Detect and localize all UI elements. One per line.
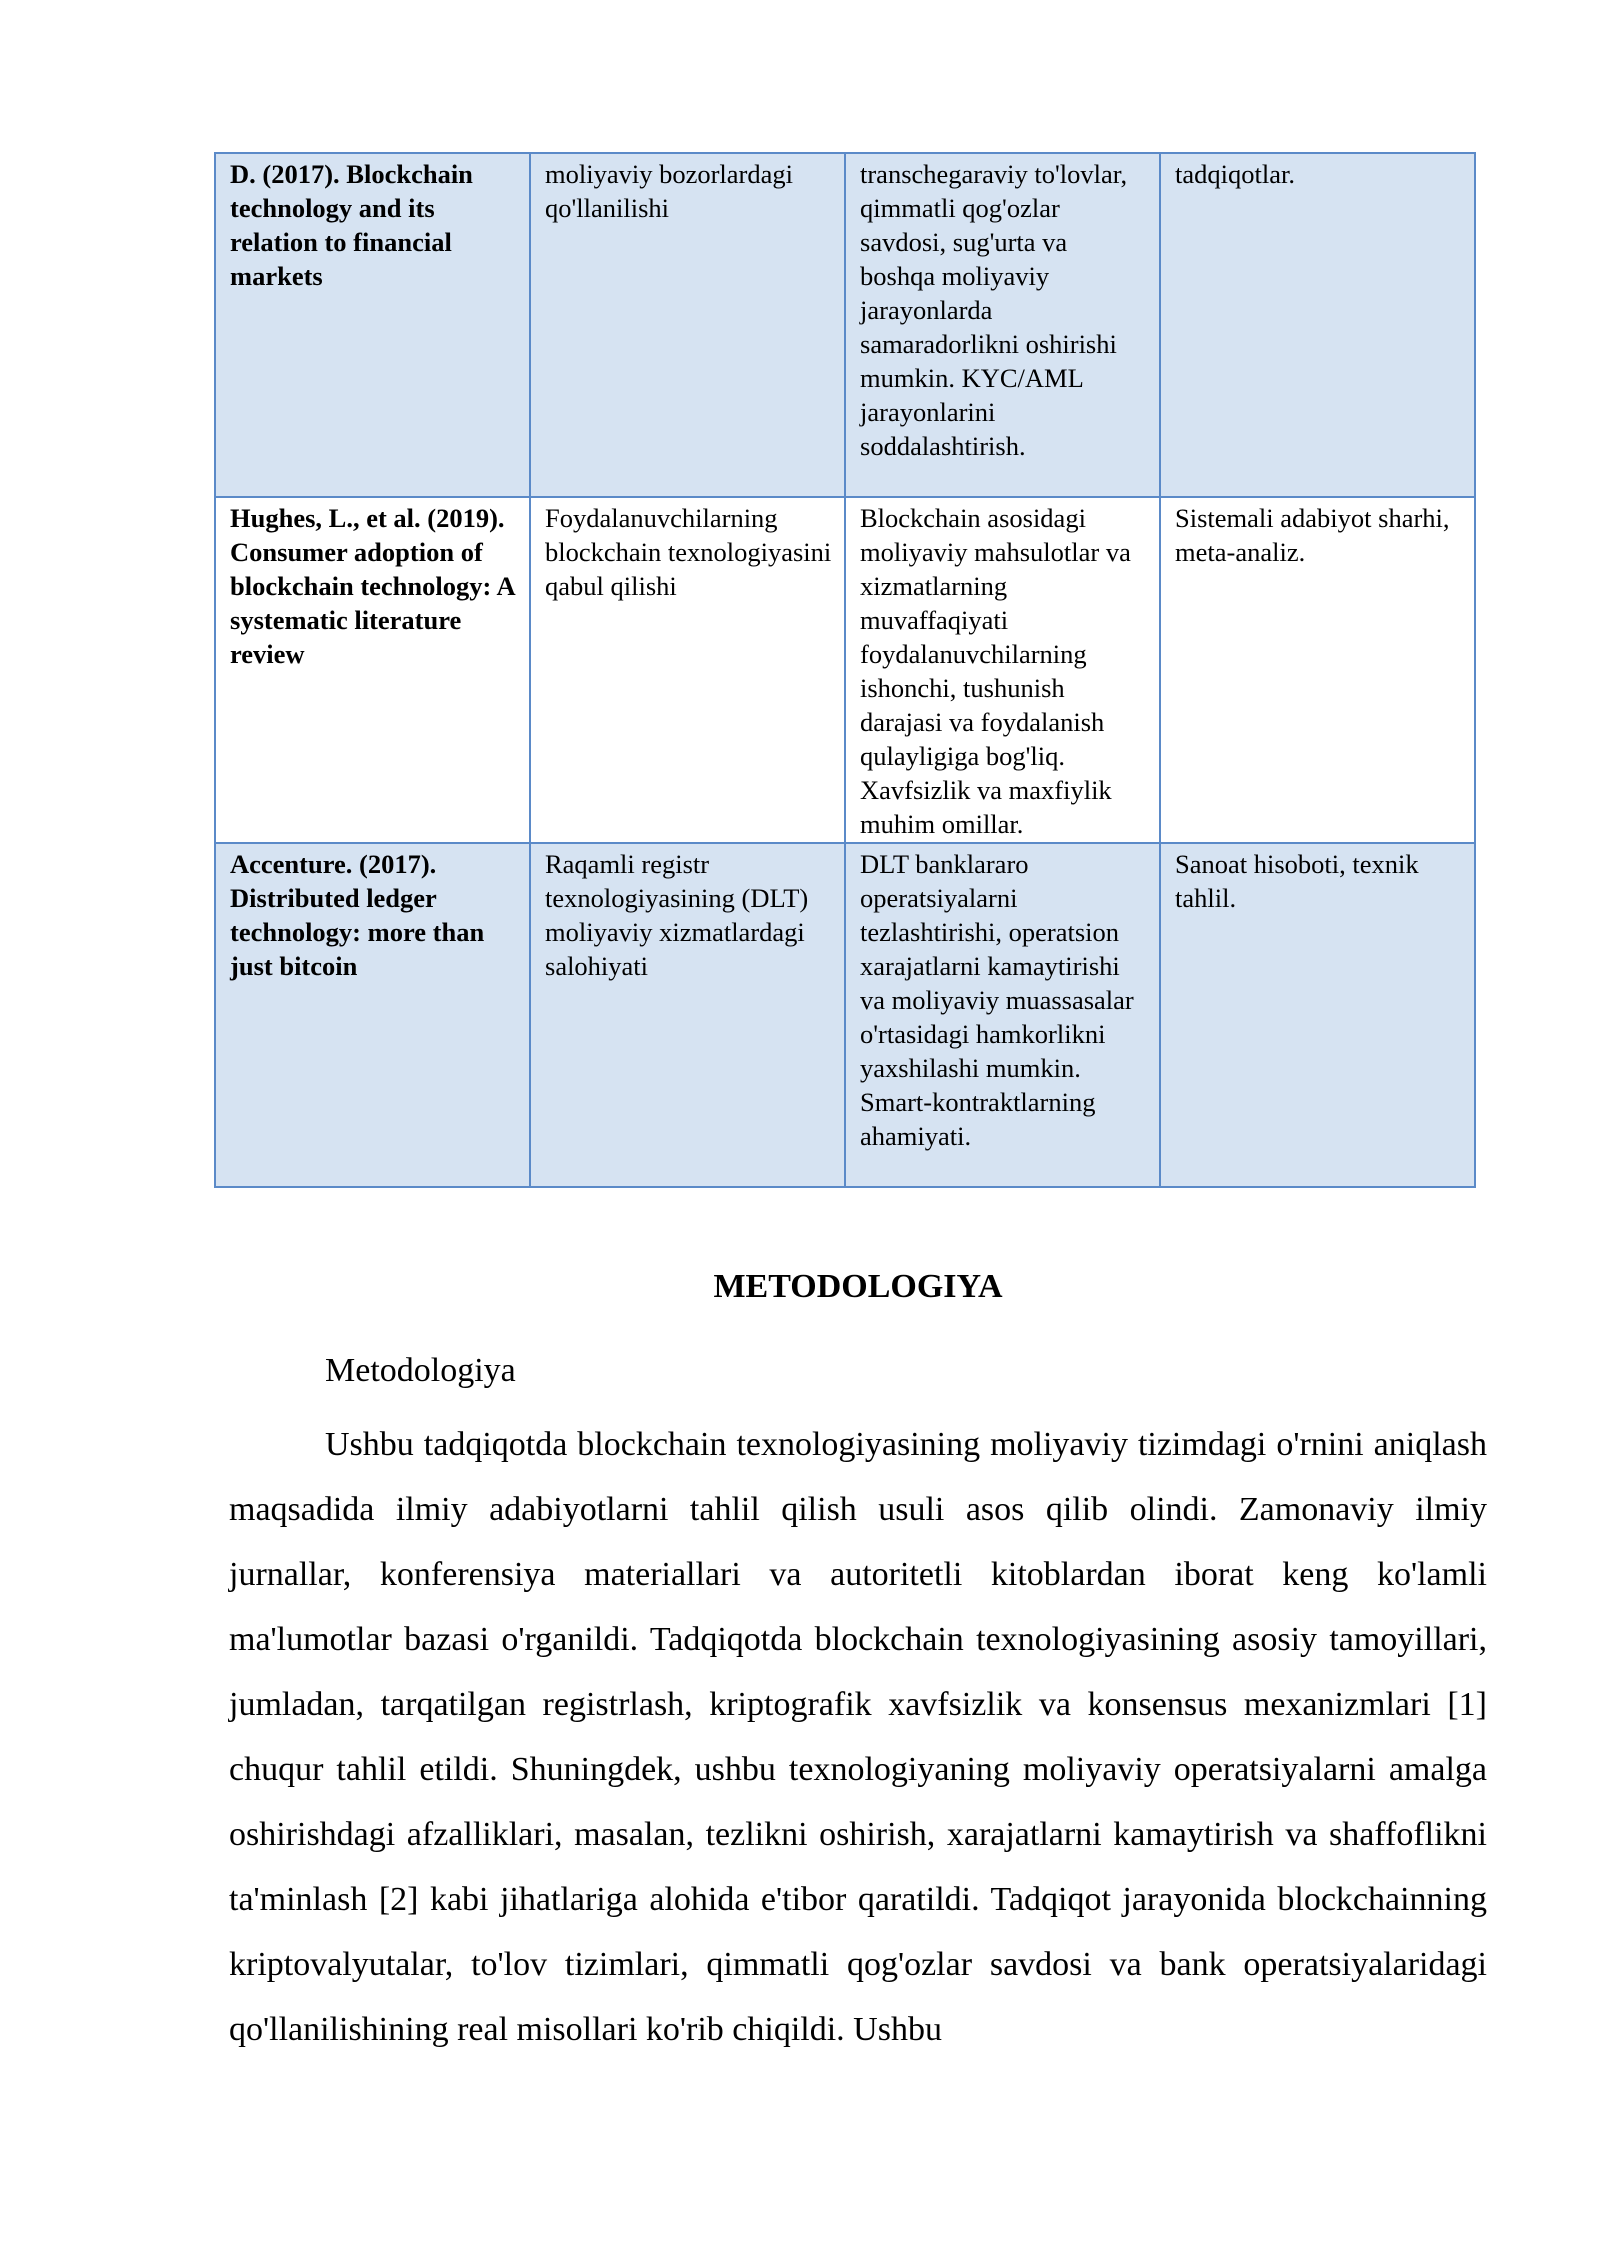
literature-table <box>214 152 1476 1188</box>
section-subheading: Metodologiya <box>325 1352 516 1389</box>
table-row <box>215 843 1475 1187</box>
method-cell: Sistemali adabiyot sharhi, meta-analiz. <box>1160 497 1475 843</box>
author-cell: D. (2017). Blockchain technology and its relation to financial markets <box>215 153 530 497</box>
findings-cell: DLT banklararo operatsiyalarni tezlashtirishi, operatsion xarajatlarni kamaytirishi va moliyaviy muassasalar o'rtasidagi hamkorlikni yaxshilashi mumkin. Smart-kontraktlarning ahamiyati. <box>845 843 1160 1187</box>
method-cell: tadqiqotlar. <box>1160 153 1475 497</box>
topic-cell: Raqamli registr texnologiyasining (DLT) moliyaviy xizmatlardagi salohiyati <box>530 843 845 1187</box>
topic-cell: Foydalanuvchilarning blockchain texnologiyasini qabul qilishi <box>530 497 845 843</box>
topic-cell: moliyaviy bozorlardagi qo'llanilishi <box>530 153 845 497</box>
body-paragraph: Ushbu tadqiqotda blockchain texnologiyasining moliyaviy tizimdagi o'rnini aniqlash maqsadida ilmiy adabiyotlarni tahlil qilish usuli asos qilib olindi. Zamonaviy ilmiy jurnallar, konferensiya materiallari va autoritetli kitoblardan iborat keng ko'lamli ma'lumotlar bazasi o'rganildi. Tadqiqotda blockchain texnologiyasining asosiy tamoyillari, jumladan, tarqatilgan registrlash, kriptografik xavfsizlik va konsensus mexanizmlari [1] chuqur tahlil etildi. Shuningdek, ushbu texnologiyaning moliyaviy operatsiyalarni amalga oshirishdagi afzalliklari, masalan, tezlikni oshirish, xarajatlarni kamaytirish va shaffoflikni ta'minlash [2] kabi jihatlariga alohida e'tibor qaratildi. Tadqiqot jarayonida blockchainning kriptovalyutalar, to'lov tizimlari, qimmatli qog'ozlar savdosi va bank operatsiyalaridagi qo'llanilishining real misollari ko'rib chiqildi. Ushbu <box>229 1426 1487 2048</box>
section-heading: METODOLOGIYA <box>713 1268 1003 1305</box>
findings-cell: Blockchain asosidagi moliyaviy mahsulotlar va xizmatlarning muvaffaqiyati foydalanuvchilarning ishonchi, tushunish darajasi va foydalanish qulayligiga bog'liq. Xavfsizlik va maxfiylik muhim omillar. <box>845 497 1160 843</box>
author-cell: Hughes, L., et al. (2019). Consumer adoption of blockchain technology: A systematic literature review <box>215 497 530 843</box>
author-cell: Accenture. (2017). Distributed ledger technology: more than just bitcoin <box>215 843 530 1187</box>
method-cell: Sanoat hisoboti, texnik tahlil. <box>1160 843 1475 1187</box>
table-row <box>215 153 1475 497</box>
findings-cell: transchegaraviy to'lovlar, qimmatli qog'ozlar savdosi, sug'urta va boshqa moliyaviy jarayonlarda samaradorlikni oshirishi mumkin. KYC/AML jarayonlarini soddalashtirish. <box>845 153 1160 497</box>
table-row <box>215 497 1475 843</box>
